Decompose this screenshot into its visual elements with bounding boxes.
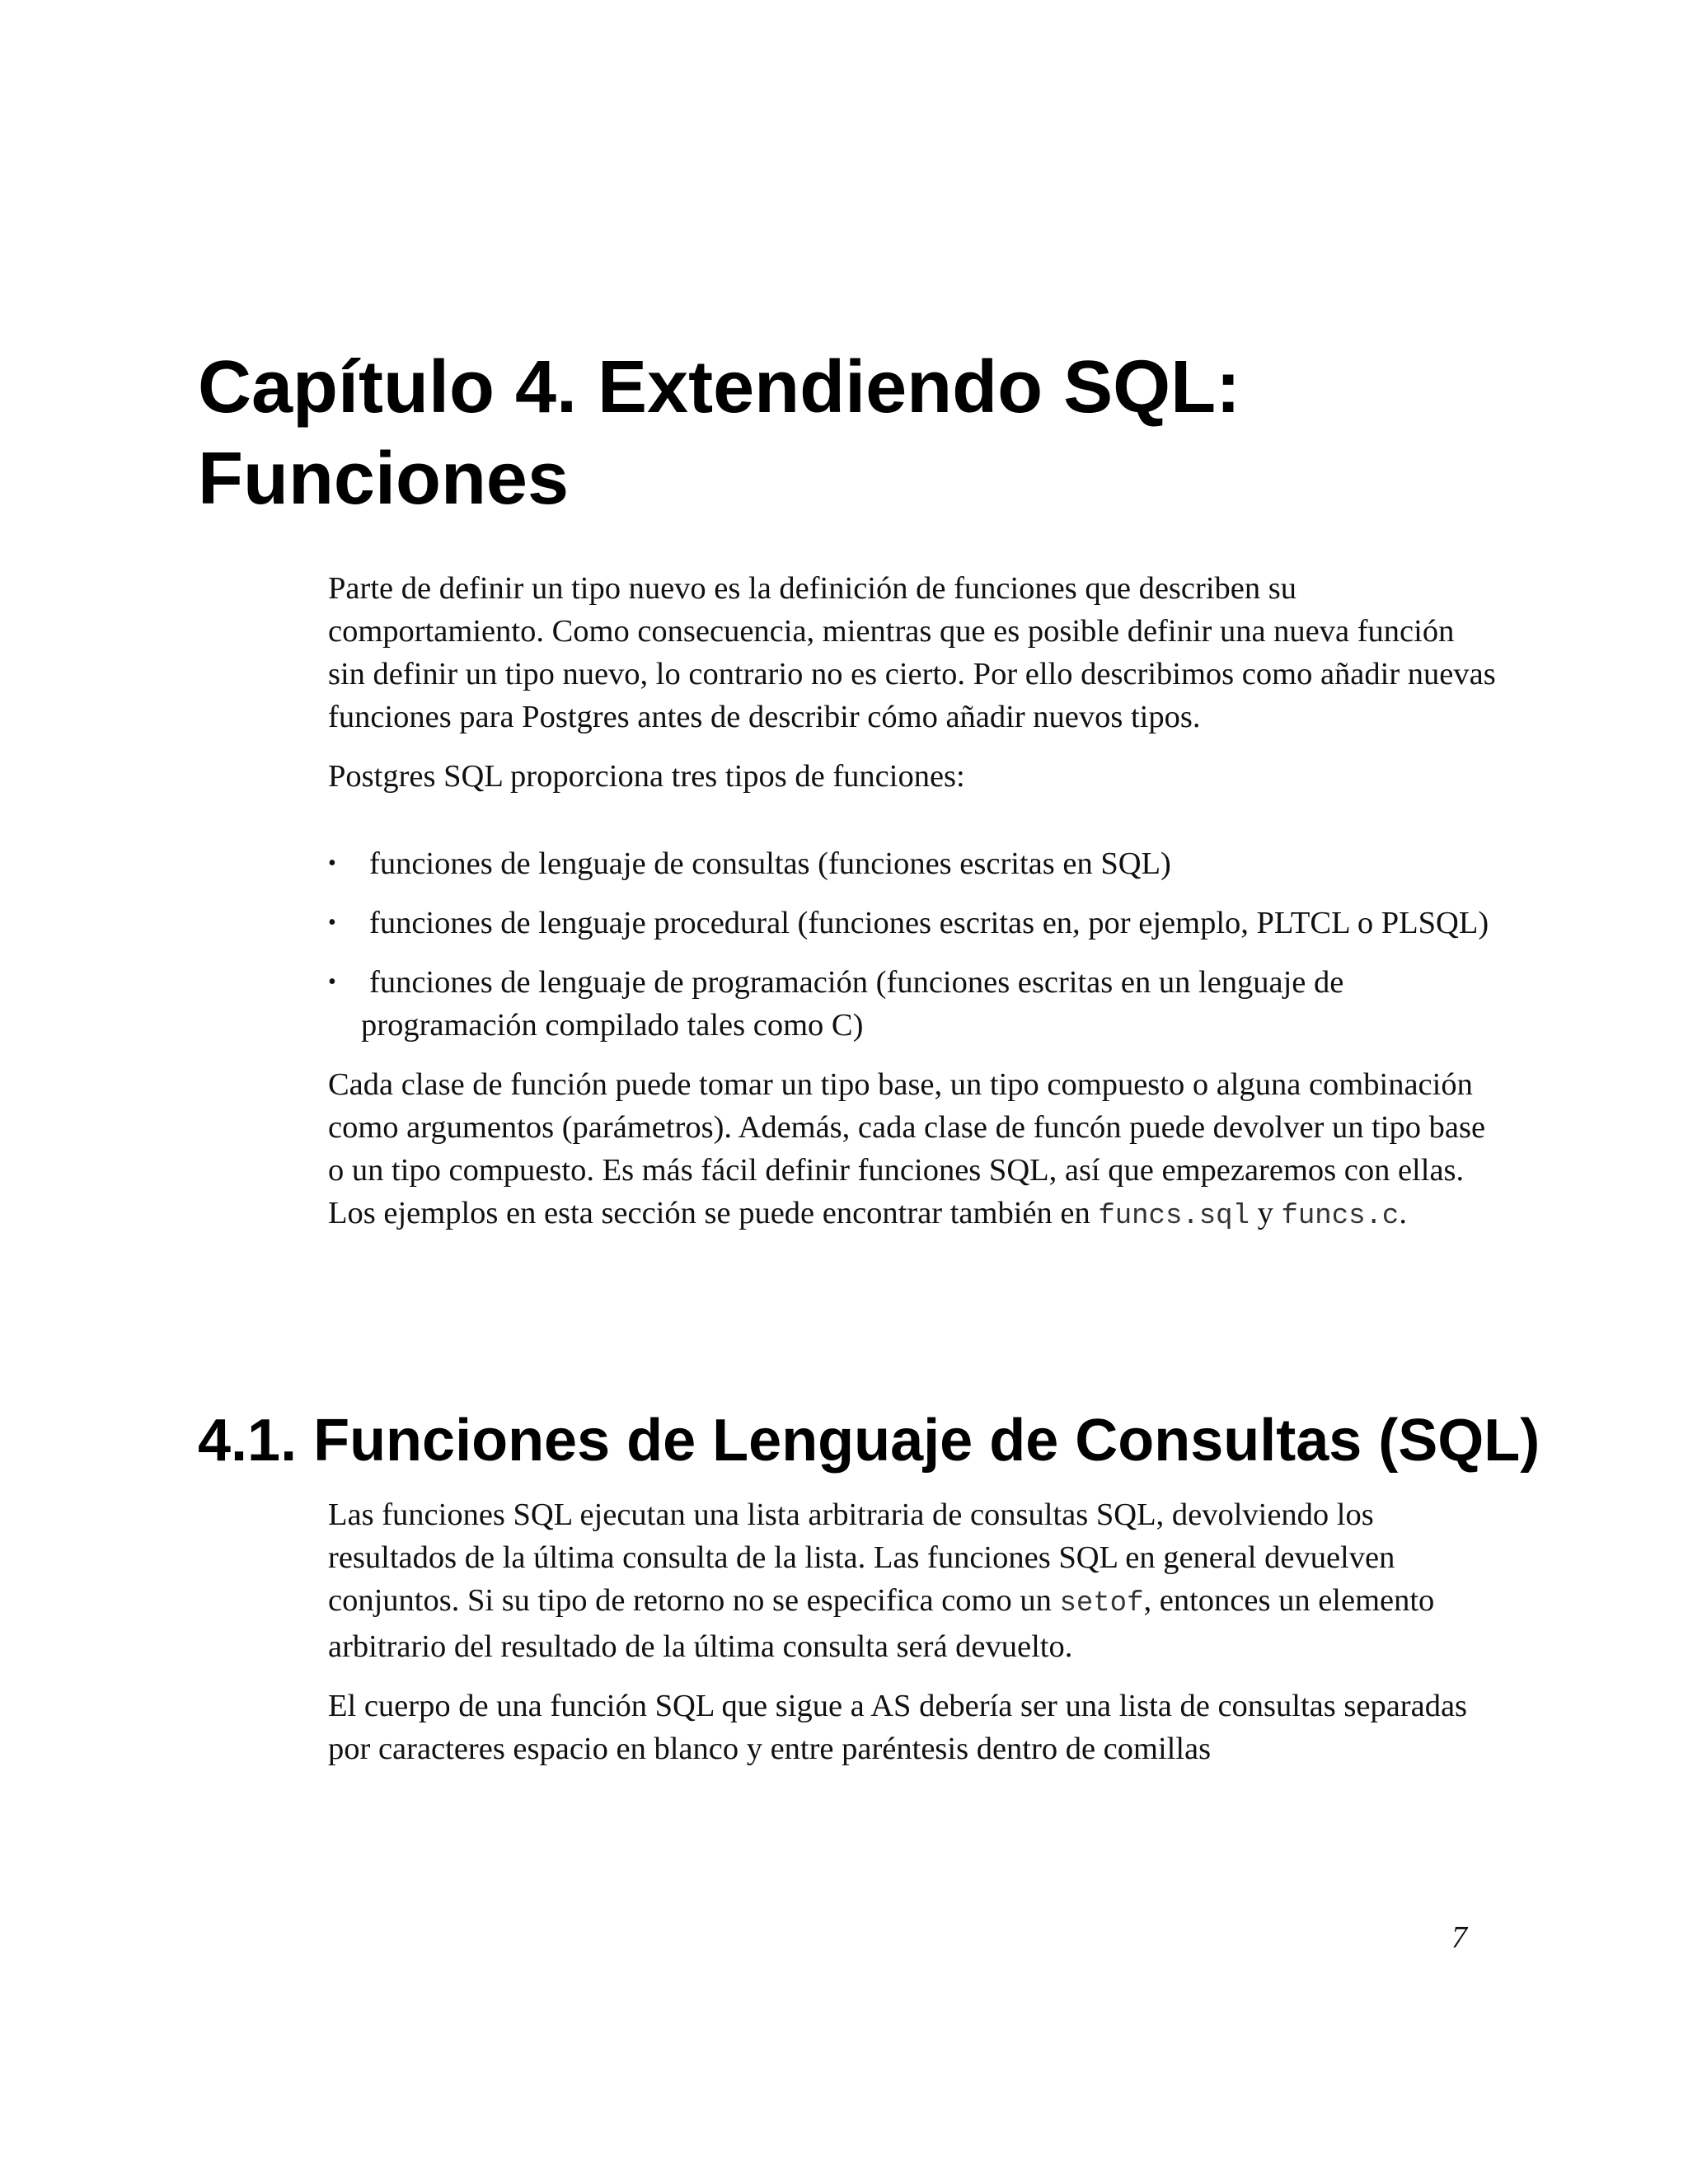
conjunction: y [1249,1196,1282,1230]
chapter-title [198,342,1517,525]
list-item [328,902,1498,944]
setof-keyword: setof [1059,1588,1144,1619]
file-name-c: funcs.c [1281,1201,1400,1232]
list-item-text: funciones de lenguaje de consultas (funciones escritas en SQL) [369,846,1171,881]
section-body [328,1493,1498,1770]
page-number: 7 [1451,1920,1467,1955]
list-item-text: funciones de lenguaje procedural (funciones escritas en, por ejemplo, PLTCL o PLSQL) [369,906,1489,940]
section-paragraph-text: Las funciones SQL ejecutan una lista arbitraria de consultas SQL, devolviendo los resultados de la última consulta de la lista. Las funciones SQL en general devuelven conjuntos. Si su tipo de retorno no se especifica como un [328,1497,1395,1618]
list-item [328,961,1498,1047]
chapter-title-line-2: Funciones [198,438,570,520]
intro-paragraph: Postgres SQL proporciona tres tipos de funciones: [328,759,965,794]
bullet-icon: • [328,910,336,935]
function-types-list [328,842,1498,1047]
after-list-paragraph [328,1063,1498,1238]
bullet-icon: • [328,969,336,995]
intro-paragraph: Parte de definir un tipo nuevo es la definición de funciones que describen su comportamiento. Como consecuencia, mientras que es posible definir una nueva función sin definir un tipo nuevo, lo contrario no es cierto. Por ello describimos como añadir nuevas funciones para Postgres antes de describir cómo añadir nuevos tipos. [328,571,1496,734]
file-name-sql: funcs.sql [1098,1201,1250,1232]
section-paragraph: El cuerpo de una función SQL que sigue a AS debería ser una lista de consultas separadas por caracteres espacio en blanco y entre paréntesis dentro de comillas [328,1689,1468,1766]
sentence-end: . [1399,1196,1407,1230]
list-item [328,842,1498,885]
chapter-intro [328,567,1498,1238]
bullet-icon: • [328,851,336,876]
section-paragraph [328,1493,1498,1668]
section-paragraph-text: , entonces un elemento arbitrario del resultado de la última consulta será devuelto. [328,1583,1435,1664]
chapter-title-line-1: Capítulo 4. Extendiendo SQL: [198,346,1241,429]
after-list-text: Cada clase de función puede tomar un tipo base, un tipo compuesto o alguna combinación como argumentos (parámetros). Además, cada clase de funcón puede devolver un tipo base o un tipo compuesto. Es más fácil definir funciones SQL, así que empezaremos con ellas. Los ejemplos en esta sección se puede encontrar también en [328,1067,1486,1230]
section-title: 4.1. Funciones de Lenguaje de Consultas (SQL) [198,1408,1540,1474]
list-item-text: funciones de lenguaje de programación (funciones escritas en un lenguaje de programación compilado tales como C) [361,965,1344,1043]
